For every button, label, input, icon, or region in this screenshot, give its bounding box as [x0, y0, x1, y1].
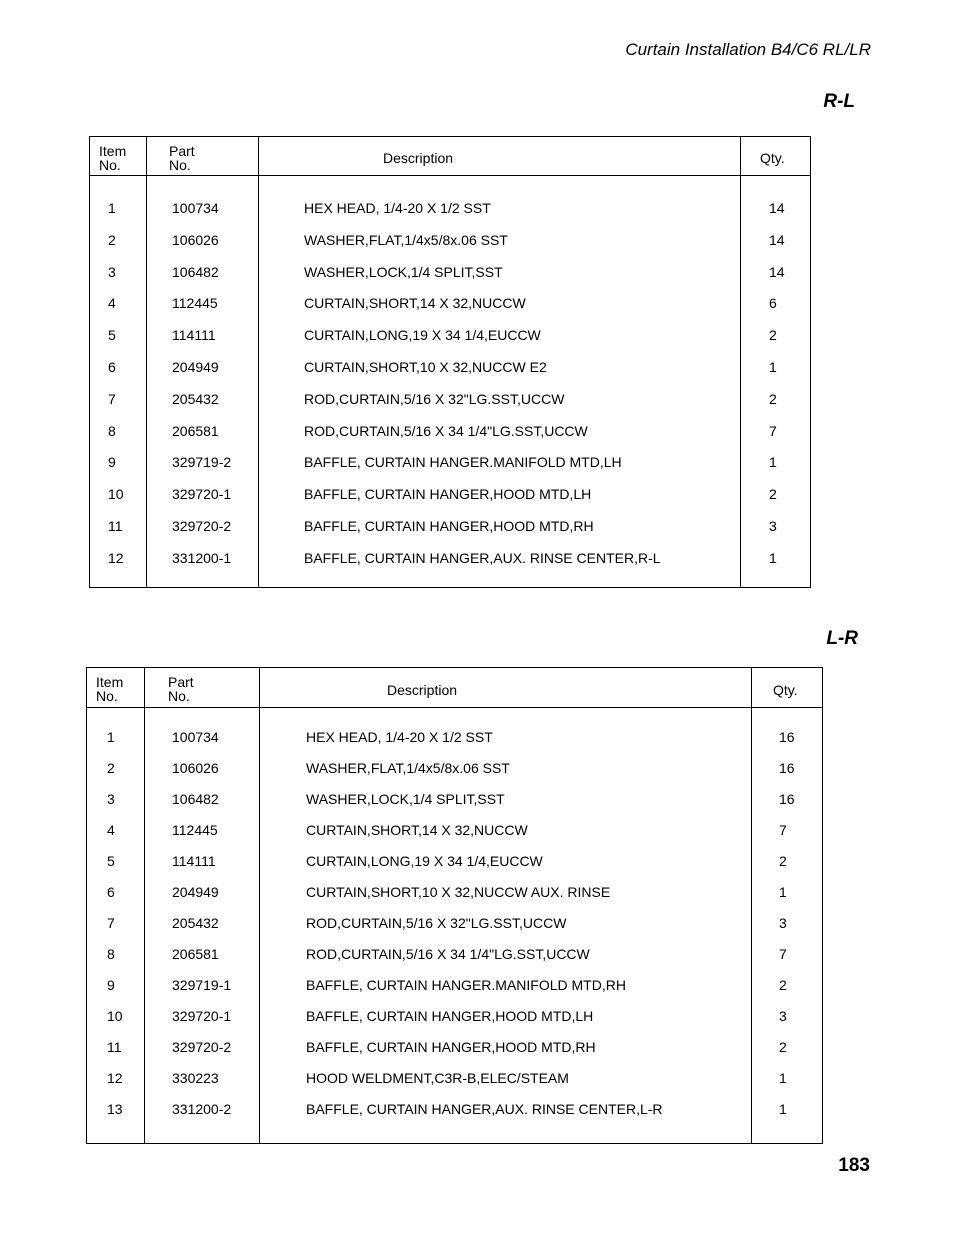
row-item-cell: 4: [108, 295, 116, 312]
row-part-cell: 100734: [172, 729, 219, 745]
row-description-cell: BAFFLE, CURTAIN HANGER,HOOD MTD,LH: [306, 1008, 594, 1024]
row-part-cell: 114111: [172, 327, 216, 344]
row-item-cell: 8: [108, 422, 116, 439]
row-item-cell: 13: [107, 1101, 123, 1117]
row-description-cell: CURTAIN,SHORT,14 X 32,NUCCW: [306, 822, 528, 838]
row-qty-cell: 2: [779, 853, 787, 869]
row-description-cell: ROD,CURTAIN,5/16 X 32"LG.SST,UCCW: [306, 915, 567, 931]
row-description-cell: BAFFLE, CURTAIN HANGER.MANIFOLD MTD,RH: [306, 977, 626, 993]
row-part-cell: 106482: [172, 791, 219, 807]
row-part-cell: 329720-2: [172, 518, 232, 534]
row-item-cell: 2: [107, 760, 115, 776]
row-qty-cell: 3: [769, 518, 777, 534]
row-description-cell: CURTAIN,SHORT,10 X 32,NUCCW E2: [304, 359, 547, 375]
row-item-cell: 3: [107, 791, 115, 807]
row-item-cell: 9: [107, 977, 115, 993]
column-header-description: Description: [387, 682, 458, 698]
page-header: Curtain Installation B4/C6 RL/LR: [625, 40, 871, 59]
row-qty-cell: 14: [769, 231, 785, 248]
row-qty-cell: 14: [769, 200, 785, 216]
row-qty-cell: 14: [769, 263, 785, 280]
row-description-cell: ROD,CURTAIN,5/16 X 34 1/4"LG.SST,UCCW: [306, 946, 590, 962]
row-qty-cell: 1: [779, 884, 787, 900]
row-item-cell: 6: [107, 884, 115, 900]
row-part-cell: 112445: [172, 822, 218, 838]
row-item-cell: 5: [107, 853, 115, 869]
row-part-cell: 206581: [172, 946, 219, 962]
section-label-r-l: R-L: [823, 91, 855, 112]
row-description-cell: CURTAIN,SHORT,14 X 32,NUCCW: [304, 295, 526, 312]
row-part-cell: 331200-1: [172, 549, 232, 566]
row-description-cell: WASHER,FLAT,1/4x5/8x.06 SST: [306, 760, 510, 776]
row-part-cell: 329720-1: [172, 1008, 232, 1024]
row-part-cell: 204949: [172, 359, 219, 375]
row-item-cell: 9: [108, 454, 116, 471]
row-part-cell: 329720-1: [172, 486, 232, 503]
row-item-cell: 3: [108, 263, 116, 280]
row-description-cell: WASHER,LOCK,1/4 SPLIT,SST: [304, 263, 503, 280]
row-qty-cell: 7: [779, 822, 787, 838]
row-description-cell: HEX HEAD, 1/4-20 X 1/2 SST: [304, 200, 491, 216]
column-header-part: Part: [168, 674, 194, 690]
row-qty-cell: 2: [769, 327, 777, 344]
row-description-cell: BAFFLE, CURTAIN HANGER,HOOD MTD,LH: [304, 486, 592, 503]
row-qty-cell: 7: [769, 422, 777, 439]
row-qty-cell: 6: [769, 295, 777, 312]
row-item-cell: 12: [107, 1070, 123, 1086]
row-part-cell: 106482: [172, 263, 219, 280]
row-description-cell: HOOD WELDMENT,C3R-B,ELEC/STEAM: [306, 1070, 569, 1086]
row-part-cell: 114111: [172, 853, 216, 869]
row-qty-cell: 2: [779, 977, 787, 993]
column-header-qty: Qty.: [760, 150, 785, 166]
row-item-cell: 10: [108, 486, 124, 503]
row-qty-cell: 16: [779, 760, 795, 776]
row-qty-cell: 3: [779, 1008, 787, 1024]
row-description-cell: CURTAIN,LONG,19 X 34 1/4,EUCCW: [304, 327, 541, 344]
row-description-cell: ROD,CURTAIN,5/16 X 34 1/4"LG.SST,UCCW: [304, 422, 588, 439]
row-qty-cell: 3: [779, 915, 787, 931]
row-part-cell: 106026: [172, 231, 219, 248]
column-header-part-no: No.: [169, 157, 191, 173]
row-item-cell: 8: [107, 946, 115, 962]
row-part-cell: 204949: [172, 884, 219, 900]
row-item-cell: 1: [107, 729, 115, 745]
row-qty-cell: 7: [779, 946, 787, 962]
row-description-cell: BAFFLE, CURTAIN HANGER.MANIFOLD MTD,LH: [304, 454, 622, 471]
row-description-cell: BAFFLE, CURTAIN HANGER,HOOD MTD,RH: [304, 518, 594, 534]
row-part-cell: 329720-2: [172, 1039, 232, 1055]
row-part-cell: 205432: [172, 390, 219, 407]
row-qty-cell: 16: [779, 729, 795, 745]
parts-table-l-r: [86, 667, 823, 1144]
page-number: 183: [838, 1155, 870, 1176]
row-part-cell: 331200-2: [172, 1101, 232, 1117]
parts-table-r-l: [89, 136, 811, 588]
row-item-cell: 11: [108, 518, 123, 534]
row-description-cell: BAFFLE, CURTAIN HANGER,AUX. RINSE CENTER,L-R: [306, 1101, 663, 1117]
row-qty-cell: 2: [769, 486, 777, 503]
row-part-cell: 329719-1: [172, 977, 232, 993]
row-qty-cell: 16: [779, 791, 795, 807]
row-description-cell: WASHER,FLAT,1/4x5/8x.06 SST: [304, 231, 508, 248]
row-description-cell: BAFFLE, CURTAIN HANGER,AUX. RINSE CENTER,R-L: [304, 549, 661, 566]
row-part-cell: 106026: [172, 760, 219, 776]
row-qty-cell: 1: [769, 549, 777, 566]
row-item-cell: 1: [108, 200, 116, 216]
row-item-cell: 12: [108, 549, 124, 566]
column-header-item: Item: [96, 674, 124, 690]
row-qty-cell: 2: [769, 390, 777, 407]
row-qty-cell: 1: [779, 1070, 787, 1086]
column-header-description: Description: [383, 150, 454, 166]
column-header-item: Item: [99, 143, 127, 159]
row-part-cell: 112445: [172, 295, 218, 312]
row-description-cell: HEX HEAD, 1/4-20 X 1/2 SST: [306, 729, 493, 745]
row-item-cell: 5: [108, 327, 116, 344]
row-part-cell: 329719-2: [172, 454, 232, 471]
row-qty-cell: 2: [779, 1039, 787, 1055]
row-qty-cell: 1: [769, 359, 777, 375]
row-description-cell: ROD,CURTAIN,5/16 X 32"LG.SST,UCCW: [304, 390, 565, 407]
row-item-cell: 2: [108, 231, 116, 248]
row-part-cell: 205432: [172, 915, 219, 931]
row-item-cell: 7: [107, 915, 115, 931]
row-part-cell: 206581: [172, 422, 219, 439]
row-qty-cell: 1: [779, 1101, 787, 1117]
column-header-part-no: No.: [168, 688, 190, 704]
column-header-item-no: No.: [96, 688, 118, 704]
row-item-cell: 6: [108, 359, 116, 375]
column-header-item-no: No.: [99, 157, 121, 173]
row-item-cell: 4: [107, 822, 115, 838]
row-part-cell: 330223: [172, 1070, 219, 1086]
row-item-cell: 11: [107, 1039, 122, 1055]
section-label-l-r: L-R: [826, 628, 858, 649]
column-header-qty: Qty.: [773, 682, 798, 698]
row-item-cell: 10: [107, 1008, 123, 1024]
row-description-cell: WASHER,LOCK,1/4 SPLIT,SST: [306, 791, 505, 807]
column-header-part: Part: [169, 143, 195, 159]
row-qty-cell: 1: [769, 454, 777, 471]
row-description-cell: BAFFLE, CURTAIN HANGER,HOOD MTD,RH: [306, 1039, 596, 1055]
row-part-cell: 100734: [172, 200, 219, 216]
row-description-cell: CURTAIN,SHORT,10 X 32,NUCCW AUX. RINSE: [306, 884, 611, 900]
row-item-cell: 7: [108, 390, 116, 407]
row-description-cell: CURTAIN,LONG,19 X 34 1/4,EUCCW: [306, 853, 543, 869]
